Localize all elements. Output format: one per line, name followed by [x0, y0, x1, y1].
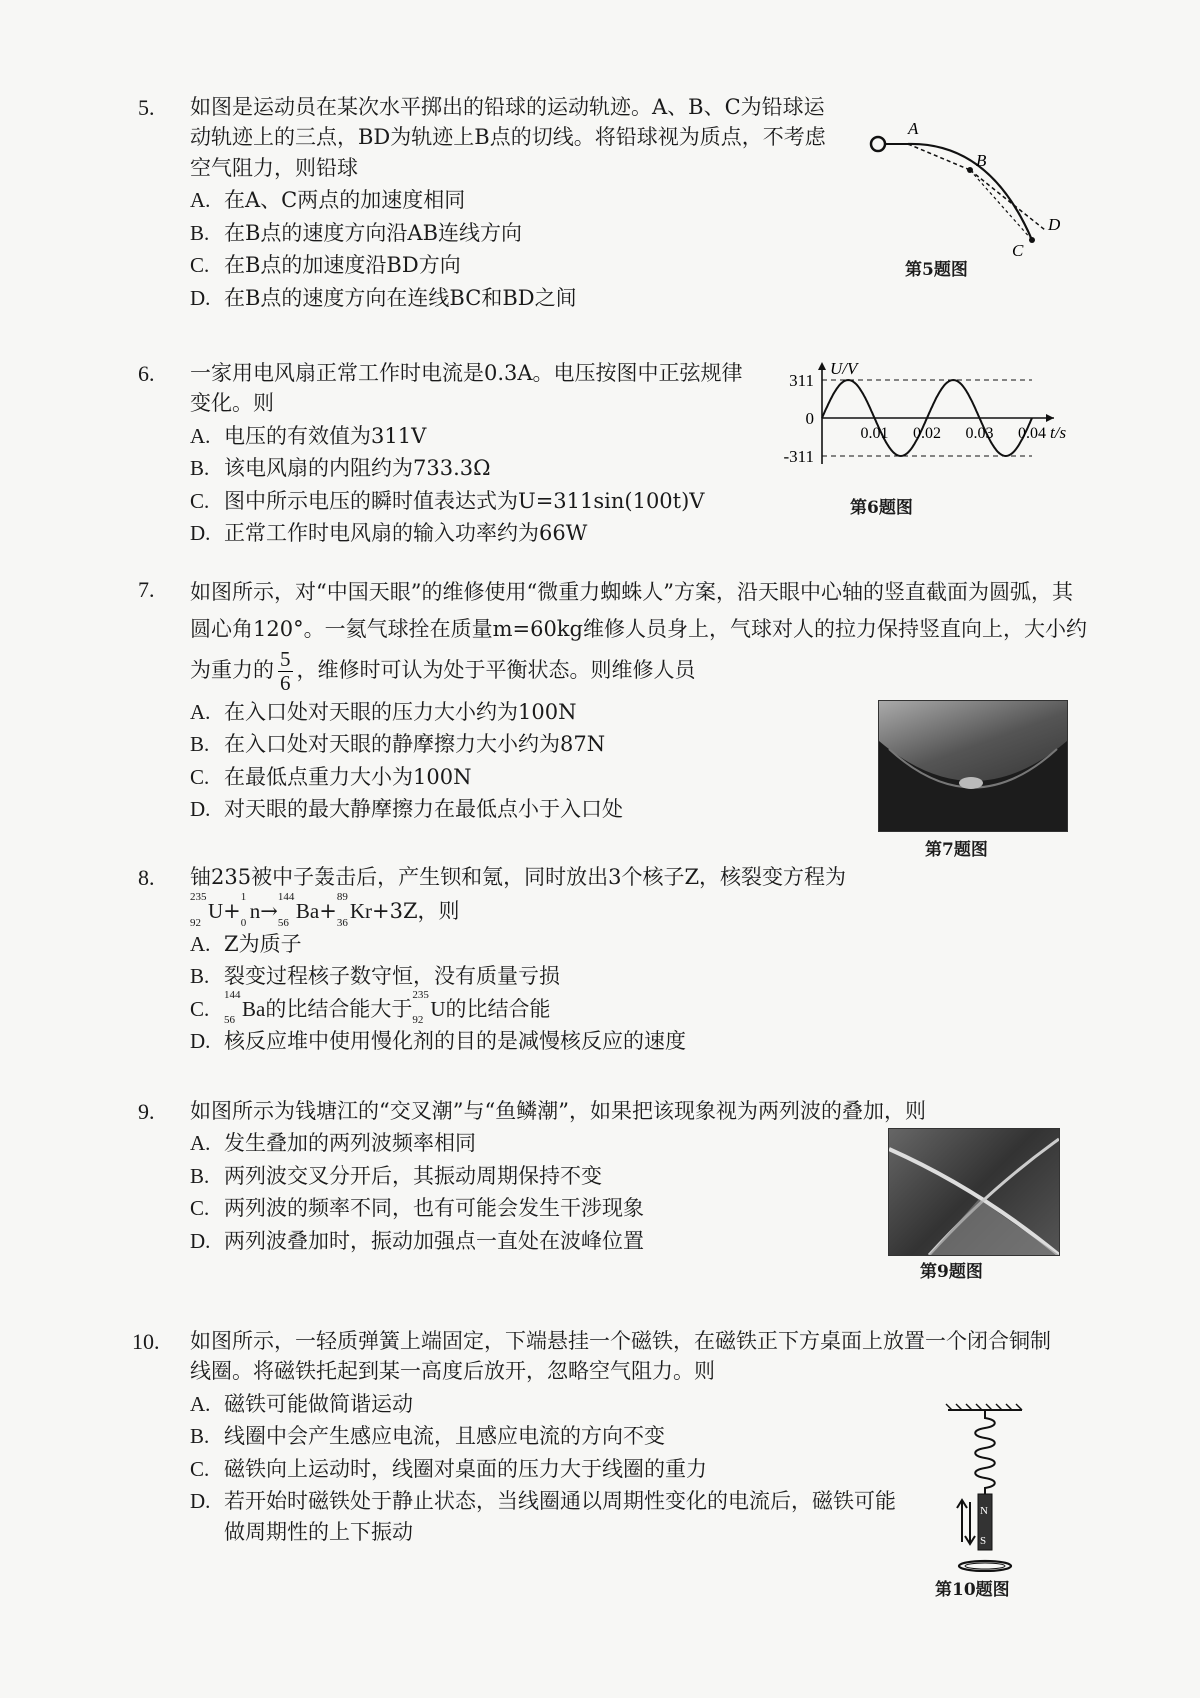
option-d: D. 核反应堆中使用慢化剂的目的是减慢核反应的速度 — [190, 1029, 686, 1054]
option-c: C. 在最低点重力大小为100N — [190, 764, 472, 789]
option-c: C. 在B点的加速度沿BD方向 — [190, 253, 461, 278]
up-down-arrows-icon — [957, 1500, 975, 1544]
cross-tide-photo — [888, 1128, 1060, 1256]
option-c: C. 磁铁向上运动时，线圈对桌面的压力大于线圈的重力 — [190, 1456, 707, 1481]
x-axis-label: t/s — [1050, 423, 1067, 442]
question-number: 5. — [138, 95, 155, 120]
option-b: B. 在入口处对天眼的静摩擦力大小约为87N — [190, 732, 606, 757]
label-b: B — [976, 151, 987, 170]
x-axis-arrow — [1046, 414, 1054, 422]
question-5 — [138, 92, 830, 313]
option-a: A. 在A、C两点的加速度相同 — [190, 188, 466, 213]
option-c: C. 两列波的频率不同，也有可能会发生干涉现象 — [190, 1196, 644, 1221]
option-a: A. 在入口处对天眼的压力大小约为100N — [190, 699, 577, 724]
option-a: A. Z为质子 — [190, 931, 302, 956]
q10-spring-magnet-figure — [930, 1402, 1040, 1572]
option-a: A. 电压的有效值为311V — [190, 423, 427, 448]
question-text: 如图是运动员在某次水平掷出的铅球的运动轨迹。A、B、C为铅球运动轨迹上的三点，BD为轨迹上B点的切线。将铅球视为质点，不考虑空气阻力，则铅球 — [190, 95, 826, 180]
y-axis-arrow — [818, 362, 826, 370]
question-number: 8. — [138, 865, 155, 890]
option-d: D. 正常工作时电风扇的输入功率约为66W — [190, 521, 588, 546]
tangent-bd — [970, 170, 1045, 230]
trajectory-curve — [908, 144, 1032, 240]
question-number: 7. — [138, 577, 155, 602]
question-8 — [138, 862, 1050, 1057]
x-tick-label: 0.02 — [913, 425, 941, 442]
y-tick-label: 311 — [789, 371, 814, 390]
option-c: C. 图中所示电压的瞬时值表达式为U=311sin(100t)V — [190, 488, 705, 513]
option-a: A. 磁铁可能做简谐运动 — [190, 1391, 413, 1416]
q5-trajectory-figure — [860, 112, 1090, 272]
option-b: B. 线圈中会产生感应电流，且感应电流的方向不变 — [190, 1424, 665, 1449]
question-text: 一家用电风扇正常工作时电流是0.3A。电压按图中正弦规律变化。则 — [190, 361, 743, 416]
label-n: N — [980, 1505, 988, 1517]
option-d: D. 若开始时磁铁处于静止状态，当线圈通以周期性变化的电流后，磁铁可能做周期性的上下振动 — [190, 1489, 896, 1544]
question-text: 铀235被中子轰击后，产生钡和氪，同时放出3个核子Z，核裂变方程为 — [190, 865, 847, 889]
label-s: S — [980, 1535, 987, 1547]
x-tick-label: 0.03 — [965, 425, 994, 442]
question-text: 如图所示为钱塘江的“交叉潮”与“鱼鳞潮”，如果把该现象视为两列波的叠加，则 — [190, 1099, 926, 1123]
question-text: 如图所示，对“中国天眼”的维修使用“微重力蜘蛛人”方案，沿天眼中心轴的竖直截面为圆弧，其圆心角120°。一氦气球拴在质量m=60kg维修人员身上，气球对人的拉力保持竖直向上，大小约为重力的 $\frac{5}{6}$ ，维修时可认为处于平衡状态。则维修人员 — [190, 580, 1087, 695]
label-d: D — [1048, 215, 1061, 234]
option-d: D. 对天眼的最大静摩擦力在最低点小于入口处 — [190, 797, 623, 821]
q7-caption: 第7题图 — [925, 840, 988, 860]
fission-equation: 235 92 U+ 1 0 n→ 144 56 Ba+ 89 36 Kr+3Z，则 — [190, 891, 460, 929]
label-c: C — [1012, 241, 1024, 260]
question-number: 6. — [138, 361, 155, 386]
fast-telescope-photo — [878, 700, 1068, 832]
option-d: D. 两列波叠加时，振动加强点一直处在波峰位置 — [190, 1228, 644, 1253]
y-tick-label: 0 — [805, 409, 814, 428]
option-d: D. 在B点的速度方向在连线BC和BD之间 — [190, 285, 577, 310]
question-number: 9. — [138, 1099, 155, 1124]
chord-bc — [970, 170, 1032, 240]
option-b: B. 两列波交叉分开后，其振动周期保持不变 — [190, 1163, 602, 1188]
option-b: B. 在B点的速度方向沿AB连线方向 — [190, 220, 523, 245]
shot-ball-icon — [871, 137, 885, 151]
x-tick-label: 0.04 — [1018, 425, 1046, 442]
option-c: C. 144 56 Ba的比结合能大于 235 92 U的比结合能 — [190, 988, 551, 1027]
fraction-five-sixths: $\frac{5}{6}$ — [280, 646, 291, 695]
option-b: B. 裂变过程核子数守恒，没有质量亏损 — [190, 964, 560, 989]
q6-voltage-chart — [770, 360, 1070, 500]
q5-caption: 第5题图 — [905, 260, 968, 280]
question-10 — [132, 1326, 1051, 1547]
spring-icon — [975, 1410, 995, 1494]
q9-caption: 第9题图 — [920, 1262, 983, 1282]
y-axis-label: U/V — [830, 360, 858, 378]
label-a: A — [908, 119, 919, 138]
option-a: A. 发生叠加的两列波频率相同 — [190, 1131, 476, 1156]
question-text: 如图所示，一轻质弹簧上端固定，下端悬挂一个磁铁，在磁铁正下方桌面上放置一个闭合铜制线圈。将磁铁托起到某一高度后放开，忽略空气阻力。则 — [190, 1329, 1051, 1384]
question-number: 10. — [132, 1329, 160, 1354]
question-6 — [138, 358, 750, 549]
x-tick-label: 0.01 — [860, 425, 889, 442]
y-tick-label: -311 — [783, 447, 814, 466]
q10-caption: 第10题图 — [935, 1580, 1010, 1600]
q6-caption: 第6题图 — [850, 498, 913, 518]
option-b: B. 该电风扇的内阻约为733.3Ω — [190, 456, 491, 481]
